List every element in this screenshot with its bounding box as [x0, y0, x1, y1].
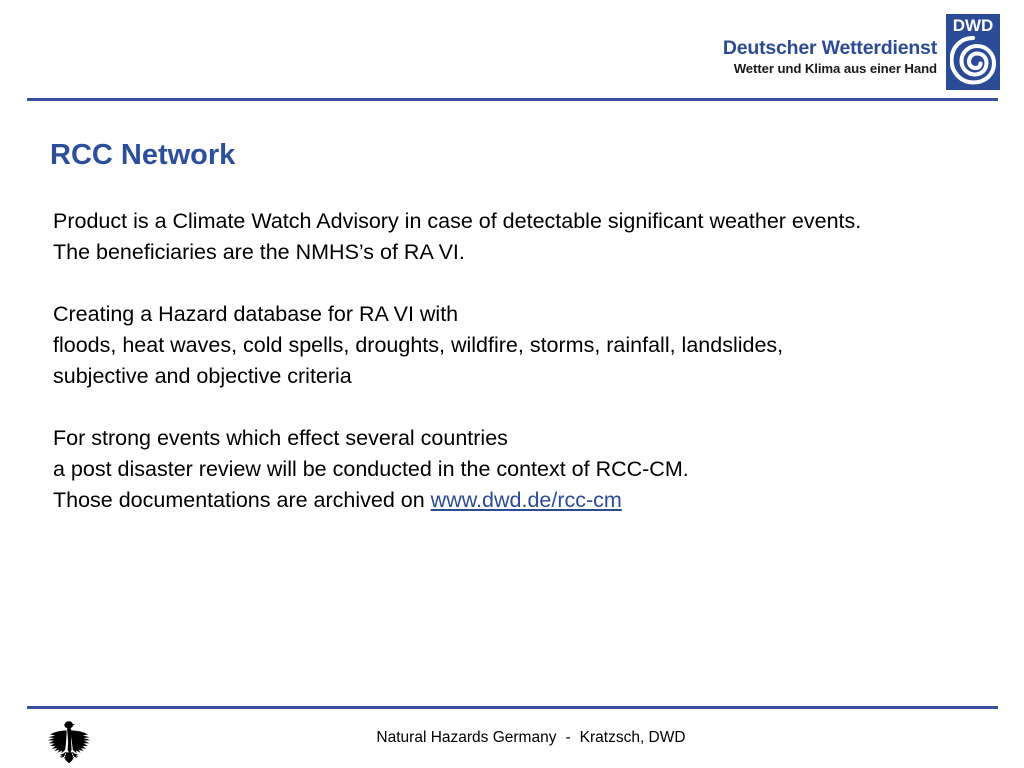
organization-tagline: Wetter und Klima aus einer Hand [733, 61, 937, 77]
body-line: a post disaster review will be conducted in the context of RCC-CM. [53, 457, 689, 481]
slide-body [53, 206, 1013, 516]
dwd-letters: DWD [952, 16, 994, 35]
author-name: Kratzsch, DWD [579, 729, 686, 746]
body-line: subjective and objective criteria [53, 364, 352, 388]
spiral-wave-icon [950, 36, 996, 86]
presentation-title: Natural Hazards Germany [376, 729, 557, 746]
body-line: The beneficiaries are the NMHS’s of RA VI. [53, 240, 465, 264]
paragraph-2 [53, 299, 1013, 392]
body-line: For strong events which effect several countries [53, 426, 508, 450]
footer-divider [27, 706, 998, 709]
rcc-cm-link[interactable]: www.dwd.de/rcc-cm [430, 488, 622, 512]
body-line: floods, heat waves, cold spells, droughts, wildfire, storms, rainfall, landslides, [53, 333, 784, 357]
footer-separator: - [565, 729, 571, 746]
paragraph-3 [53, 423, 1013, 516]
paragraph-1 [53, 206, 1013, 268]
body-line-with-link [53, 485, 1013, 516]
footer-caption [0, 729, 1024, 747]
dwd-logo [723, 14, 1000, 90]
dwd-logo-mark [946, 14, 1000, 90]
archived-on-label: Those documentations are archived on [53, 488, 431, 512]
body-line: Creating a Hazard database for RA VI with [53, 302, 459, 326]
header-divider [27, 98, 998, 101]
page-title: RCC Network [50, 139, 236, 171]
body-line: Product is a Climate Watch Advisory in case of detectable significant weather events. [53, 209, 862, 233]
organization-name: Deutscher Wetterdienst [722, 37, 937, 59]
dwd-logo-text [723, 14, 937, 77]
